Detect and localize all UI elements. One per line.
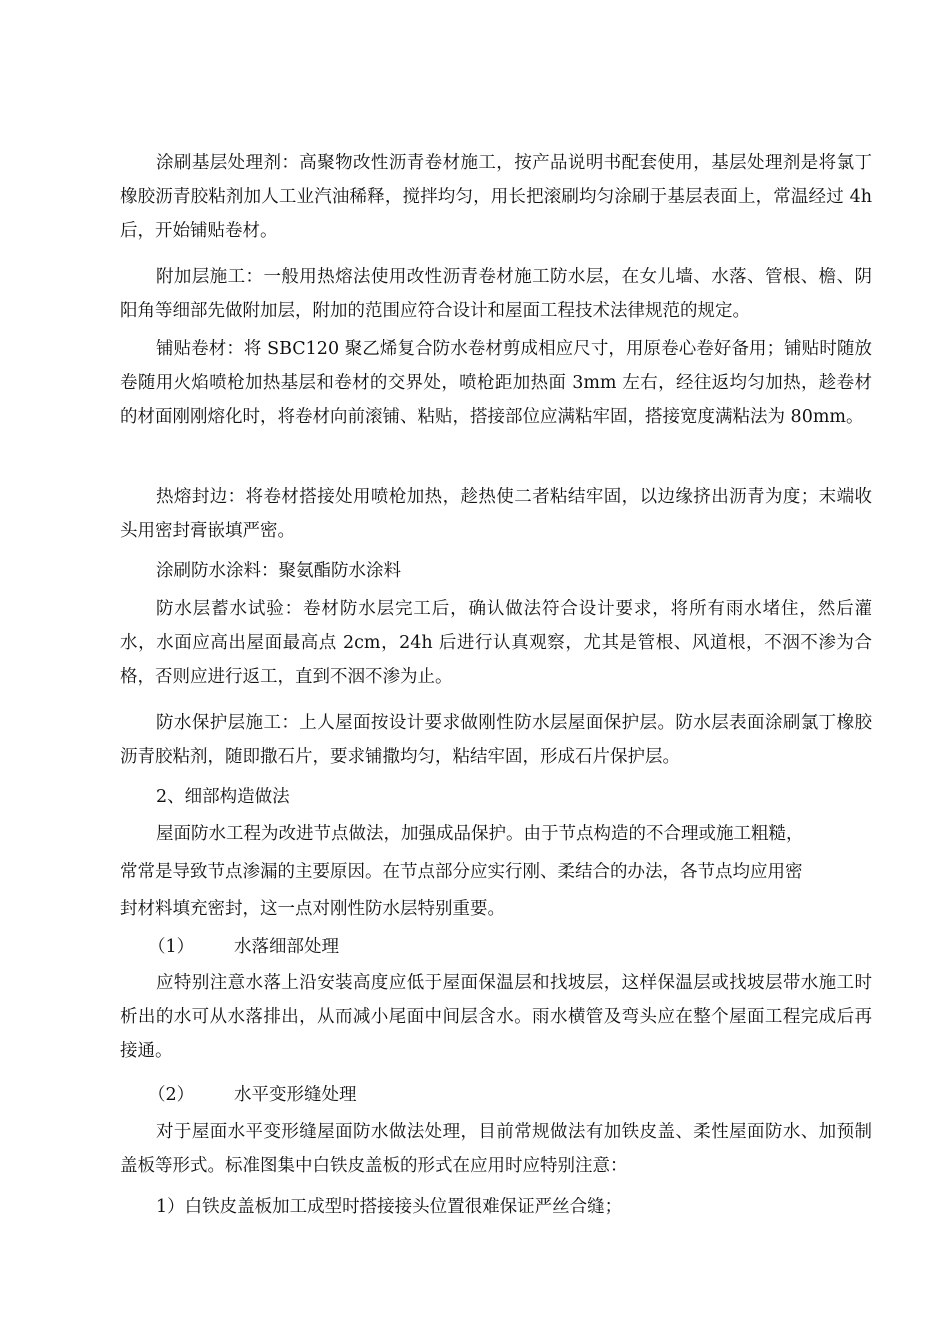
paragraph-base-treatment: 涂刷基层处理剂：高聚物改性沥青卷材施工，按产品说明书配套使用，基层处理剂是将氯丁橡胶沥青胶粘剂加人工业汽油稀释，搅拌均匀，用长把滚刷均匀涂刷于基层表面上，常温经过 4h 后，开始铺贴卷材。 <box>120 153 872 241</box>
paragraph-joint-line-2: 常常是导致节点渗漏的主要原因。在节点部分应实行刚、柔结合的办法，各节点均应用密 <box>120 862 803 882</box>
paragraph-joint-line-1: 屋面防水工程为改进节点做法，加强成品保护。由于节点构造的不合理或施工粗糙， <box>156 824 804 844</box>
paragraph-additional-layer: 附加层施工：一般用热熔法使用改性沥青卷材施工防水层，在女儿墙、水落、管根、檐、阴阳角等细部先做附加层，附加的范围应符合设计和屋面工程技术法律规范的规定。 <box>120 267 872 321</box>
section-heading-details: 2、细部构造做法 <box>156 787 290 807</box>
subsection-number-1: （1） <box>148 937 195 957</box>
subsection-title-expansion-joint: 水平变形缝处理 <box>234 1085 357 1105</box>
subsection-title-downpipe: 水落细部处理 <box>234 937 339 957</box>
paragraph-coating: 涂刷防水涂料：聚氨酯防水涂料 <box>156 561 401 581</box>
subsection-number-2: （2） <box>148 1085 195 1105</box>
paragraph-joint-line-3: 封材料填充密封，这一点对刚性防水层特别重要。 <box>120 899 505 919</box>
paragraph-water-test: 防水层蓄水试验：卷材防水层完工后，确认做法符合设计要求，将所有雨水堵住，然后灌水，水面应高出屋面最高点 2cm，24h 后进行认真观察，尤其是管根、风道根，不洇不渗为合格，否则应进行返工，直到不洇不渗为止。 <box>120 599 872 687</box>
paragraph-protective-layer: 防水保护层施工：上人屋面按设计要求做刚性防水层屋面保护层。防水层表面涂刷氯丁橡胶沥青胶粘剂，随即撒石片，要求铺撒均匀，粘结牢固，形成石片保护层。 <box>120 713 872 767</box>
paragraph-laying-membrane: 铺贴卷材：将 SBC120 聚乙烯复合防水卷材剪成相应尺寸，用原卷心卷好备用；铺贴时随放卷随用火焰喷枪加热基层和卷材的交界处，喷枪距加热面 3mm 左右，经往返均匀加热，趁卷材的材面刚刚熔化时，将卷材向前滚铺、粘贴，搭接部位应满粘牢固，搭接宽度满粘法为 80mm。 <box>120 339 872 427</box>
paragraph-downpipe: 应特别注意水落上沿安装高度应低于屋面保温层和找坡层，这样保温层或找坡层带水施工时析出的水可从水落排出，从而减小尾面中间层含水。雨水横管及弯头应在整个屋面工程完成后再接通。 <box>120 973 872 1061</box>
paragraph-expansion-joint: 对于屋面水平变形缝屋面防水做法处理，目前常规做法有加铁皮盖、柔性屋面防水、加预制盖板等形式。标准图集中白铁皮盖板的形式在应用时应特别注意： <box>120 1122 872 1176</box>
paragraph-item-1: 1）白铁皮盖板加工成型时搭接接头位置很难保证严丝合缝； <box>156 1197 623 1217</box>
paragraph-heat-seal: 热熔封边：将卷材搭接处用喷枪加热，趁热使二者粘结牢固，以边缘挤出沥青为度；末端收头用密封膏嵌填严密。 <box>120 487 872 541</box>
